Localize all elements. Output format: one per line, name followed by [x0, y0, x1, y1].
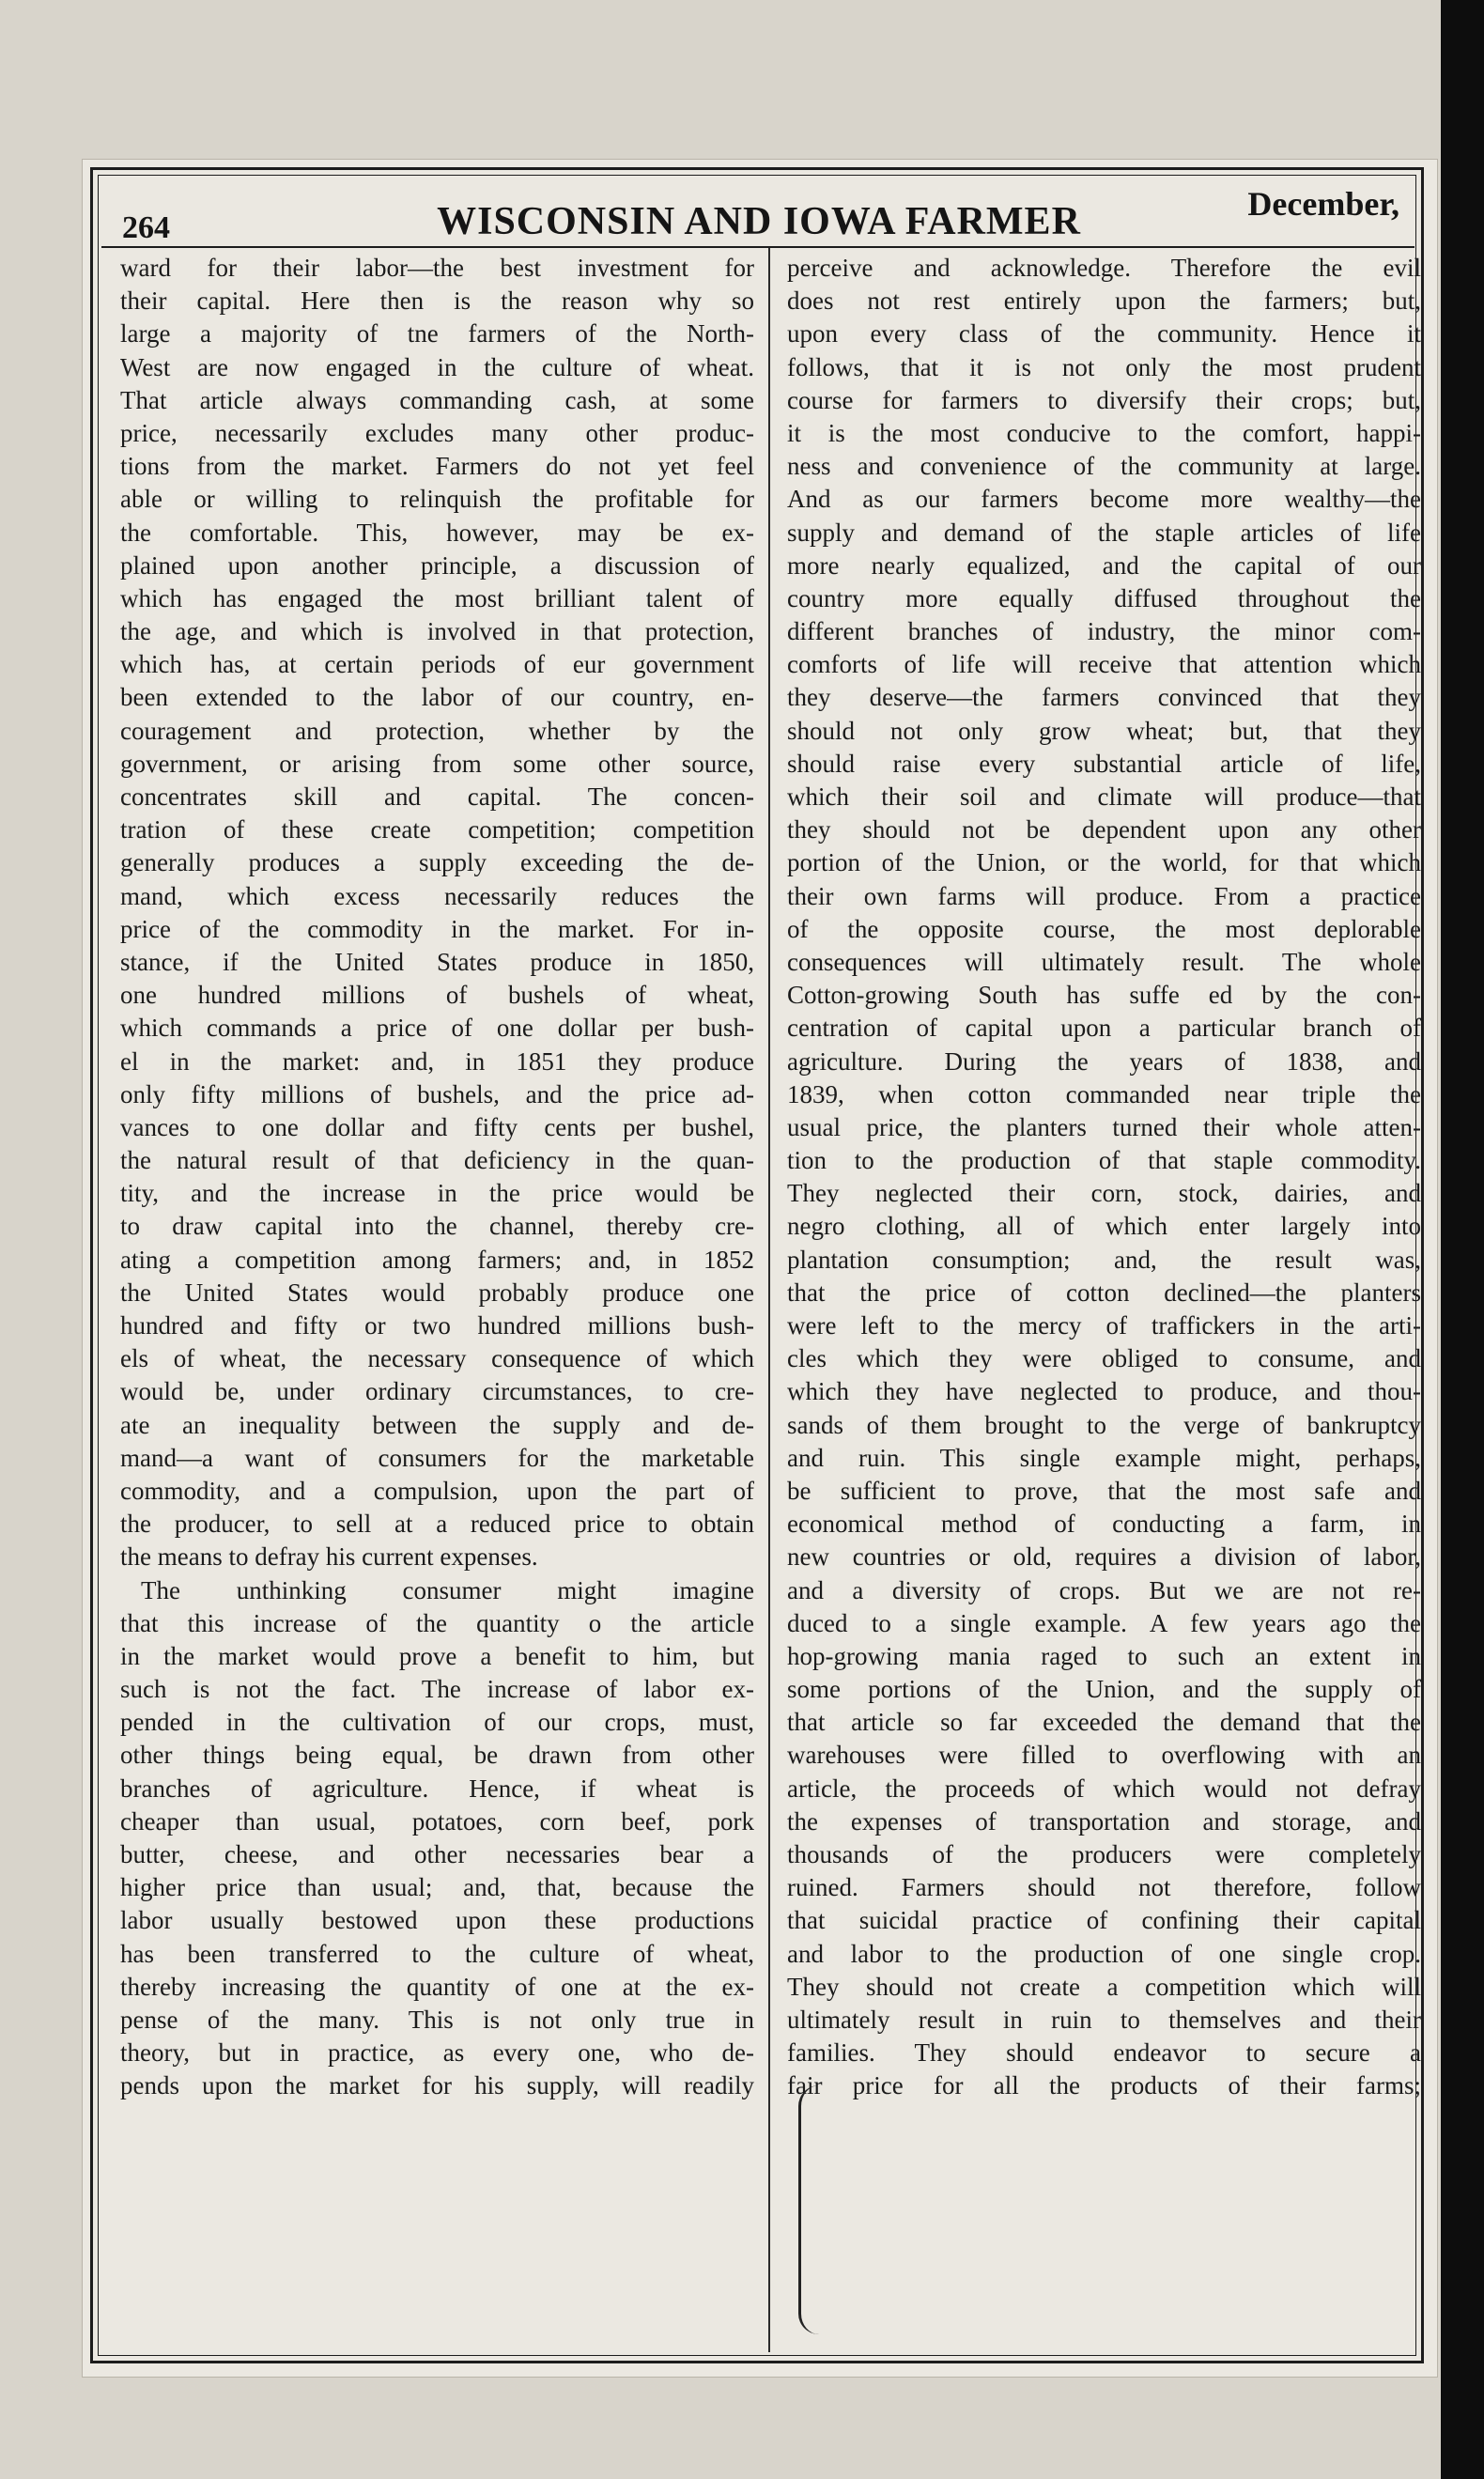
text-line: the United States would probably produce one [120, 1278, 754, 1307]
text-line: the means to defray his current expenses. [120, 1542, 538, 1572]
text-line: course for farmers to diversify their crops; but, [787, 385, 1421, 414]
text-line: And as our farmers become more wealthy—the [787, 485, 1421, 514]
text-line: ultimately result in ruin to themselves and their [787, 2005, 1421, 2034]
text-line: 1839, when cotton commanded near triple the [787, 1079, 1421, 1108]
text-line: in the market would prove a benefit to him, but [120, 1641, 754, 1670]
text-line: tity, and the increase in the price would be [120, 1179, 754, 1208]
text-line: some portions of the Union, and the supply of [787, 1675, 1421, 1704]
text-line: commodity, and a compulsion, upon the part of [120, 1476, 754, 1505]
text-line: sands of them brought to the verge of bankruptcy [787, 1410, 1421, 1439]
text-line: would be, under ordinary circumstances, to cre- [120, 1377, 754, 1406]
text-line: which commands a price of one dollar per bush- [120, 1014, 754, 1043]
text-line: thereby increasing the quantity of one at the ex- [120, 1972, 754, 2001]
text-line: vances to one dollar and fifty cents per bushel, [120, 1112, 754, 1141]
text-line: pended in the cultivation of our crops, must, [120, 1708, 754, 1737]
text-line: and ruin. This single example might, perhaps, [787, 1443, 1421, 1472]
text-line: perceive and acknowledge. Therefore the evil [787, 254, 1421, 282]
issue-month: December, [1247, 185, 1399, 223]
text-line: the expenses of transportation and storage, and [787, 1806, 1421, 1836]
text-line: ness and convenience of the community at large. [787, 452, 1421, 481]
page-header [111, 178, 1407, 244]
text-line: only fifty millions of bushels, and the price ad- [120, 1079, 754, 1108]
text-line: That article always commanding cash, at some [120, 385, 754, 414]
text-line: families. They should endeavor to secure a [787, 2038, 1421, 2068]
text-line: branches of agriculture. Hence, if wheat is [120, 1774, 754, 1803]
text-line: agriculture. During the years of 1838, and [787, 1046, 1421, 1076]
text-line: the age, and which is involved in that protection, [120, 617, 754, 646]
header-rule [101, 246, 1414, 248]
scanner-edge [1441, 0, 1484, 2479]
text-line: their capital. Here then is the reason why so [120, 287, 754, 316]
text-line: Cotton-growing South has suffe ed by the con- [787, 981, 1421, 1010]
text-line: able or willing to relinquish the profitable for [120, 485, 754, 514]
text-line: different branches of industry, the minor com- [787, 617, 1421, 646]
text-line: negro clothing, all of which enter largely into [787, 1212, 1421, 1241]
text-line: duced to a single example. A few years ago the [787, 1608, 1421, 1637]
text-line: ate an inequality between the supply and de- [120, 1410, 754, 1439]
text-line: butter, cheese, and other necessaries bear a [120, 1840, 754, 1868]
text-line: hundred and fifty or two hundred millions bush- [120, 1311, 754, 1340]
text-line: upon every class of the community. Hence it [787, 319, 1421, 349]
text-line: been extended to the labor of our country, en- [120, 683, 754, 712]
text-line: of the opposite course, the most deplorable [787, 914, 1421, 943]
text-line: should raise every substantial article of life, [787, 749, 1421, 778]
page-number: 264 [122, 210, 170, 245]
text-line: mand—a want of consumers for the marketable [120, 1443, 754, 1472]
text-line: other things being equal, be drawn from other [120, 1741, 754, 1770]
text-line: concentrates skill and capital. The concen- [120, 782, 754, 811]
text-line: cheaper than usual, potatoes, corn beef, pork [120, 1806, 754, 1836]
right-text-column [787, 252, 1421, 2347]
text-line: The unthinking consumer might imagine [141, 1575, 754, 1604]
text-line: economical method of conducting a farm, in [787, 1510, 1421, 1539]
text-line: it is the most conducive to the comfort, happi- [787, 418, 1421, 447]
text-line: pense of the many. This is not only true in [120, 2005, 754, 2034]
column-divider [768, 248, 770, 2352]
text-line: theory, but in practice, as every one, who de- [120, 2038, 754, 2068]
text-line: couragement and protection, whether by the [120, 716, 754, 745]
text-line: new countries or old, requires a division of labor, [787, 1542, 1421, 1572]
text-line: usual price, the planters turned their whole atten- [787, 1112, 1421, 1141]
text-line: comforts of life will receive that attention which [787, 650, 1421, 679]
text-line: they should not be dependent upon any other [787, 815, 1421, 844]
text-line: that the price of cotton declined—the planters [787, 1278, 1421, 1307]
text-line: the comfortable. This, however, may be ex- [120, 518, 754, 547]
text-line: tion to the production of that staple commodity. [787, 1146, 1421, 1175]
text-line: hop-growing mania raged to such an extent in [787, 1641, 1421, 1670]
text-line: that article so far exceeded the demand that the [787, 1708, 1421, 1737]
text-line: portion of the Union, or the world, for that which [787, 848, 1421, 877]
text-line: and a diversity of crops. But we are not re- [787, 1575, 1421, 1604]
text-line: tration of these create competition; competition [120, 815, 754, 844]
text-line: they deserve—the farmers convinced that they [787, 683, 1421, 712]
text-line: plained upon another principle, a discussion of [120, 550, 754, 580]
left-text-column [120, 252, 754, 2347]
text-line: that this increase of the quantity o the article [120, 1608, 754, 1637]
text-line: article, the proceeds of which would not defray [787, 1774, 1421, 1803]
text-line: and labor to the production of one single crop. [787, 1939, 1421, 1968]
text-line: stance, if the United States produce in 1850, [120, 947, 754, 976]
text-line: that suicidal practice of confining their capital [787, 1906, 1421, 1935]
text-line: the producer, to sell at a reduced price to obtain [120, 1510, 754, 1539]
text-line: thousands of the producers were completely [787, 1840, 1421, 1868]
text-line: follows, that it is not only the most prudent [787, 352, 1421, 381]
text-line: ating a competition among farmers; and, in 1852 [120, 1245, 754, 1274]
text-line: more nearly equalized, and the capital of our [787, 550, 1421, 580]
text-line: labor usually bestowed upon these productions [120, 1906, 754, 1935]
text-line: consequences will ultimately result. The whole [787, 947, 1421, 976]
text-line: does not rest entirely upon the farmers; but, [787, 287, 1421, 316]
text-line: country more equally diffused throughout the [787, 583, 1421, 612]
text-line: has been transferred to the culture of wheat, [120, 1939, 754, 1968]
text-line: to draw capital into the channel, thereby cre- [120, 1212, 754, 1241]
text-line: They neglected their corn, stock, dairies, and [787, 1179, 1421, 1208]
text-line: which has engaged the most brilliant talent of [120, 583, 754, 612]
text-line: generally produces a supply exceeding the de- [120, 848, 754, 877]
text-line: pends upon the market for his supply, will readily [120, 2071, 754, 2100]
text-line: such is not the fact. The increase of labor ex- [120, 1675, 754, 1704]
text-line: ruined. Farmers should not therefore, follow [787, 1873, 1421, 1902]
text-line: higher price than usual; and, that, because the [120, 1873, 754, 1902]
text-line: be sufficient to prove, that the most safe and [787, 1476, 1421, 1505]
text-line: cles which they were obliged to consume, and [787, 1344, 1421, 1373]
text-line: warehouses were filled to overflowing with an [787, 1741, 1421, 1770]
text-line: el in the market: and, in 1851 they produce [120, 1046, 754, 1076]
text-line: tions from the market. Farmers do not yet feel [120, 452, 754, 481]
text-line: price of the commodity in the market. For in- [120, 914, 754, 943]
text-line: should not only grow wheat; but, that they [787, 716, 1421, 745]
text-line: large a majority of tne farmers of the North- [120, 319, 754, 349]
text-line: were left to the mercy of traffickers in the arti- [787, 1311, 1421, 1340]
text-line: centration of capital upon a particular branch of [787, 1014, 1421, 1043]
text-line: els of wheat, the necessary consequence of which [120, 1344, 754, 1373]
journal-title: WISCONSIN AND IOWA FARMER [437, 200, 1081, 243]
text-line: which they have neglected to produce, and thou- [787, 1377, 1421, 1406]
text-line: which their soil and climate will produce—that [787, 782, 1421, 811]
text-line: plantation consumption; and, the result was, [787, 1245, 1421, 1274]
text-line: the natural result of that deficiency in the quan- [120, 1146, 754, 1175]
text-line: which has, at certain periods of eur government [120, 650, 754, 679]
text-line: one hundred millions of bushels of wheat, [120, 981, 754, 1010]
text-line: price, necessarily excludes many other produc- [120, 418, 754, 447]
text-line: government, or arising from some other source, [120, 749, 754, 778]
text-line: fair price for all the products of their farms; [787, 2071, 1421, 2100]
text-line: ward for their labor—the best investment for [120, 254, 754, 282]
text-line: their own farms will produce. From a practice [787, 881, 1421, 910]
text-line: mand, which excess necessarily reduces the [120, 881, 754, 910]
text-line: They should not create a competition which will [787, 1972, 1421, 2001]
text-line: supply and demand of the staple articles of life [787, 518, 1421, 547]
text-line: West are now engaged in the culture of wheat. [120, 352, 754, 381]
handwritten-bracket-mark [798, 2085, 820, 2334]
